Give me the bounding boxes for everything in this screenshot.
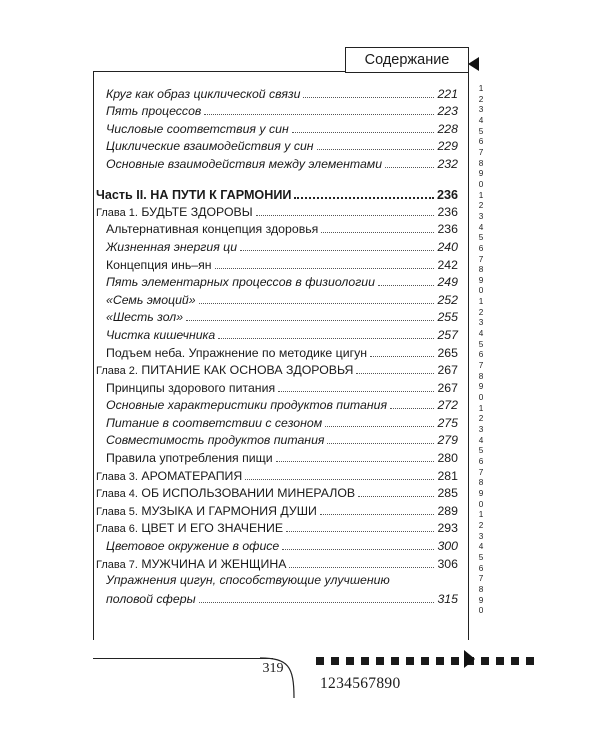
left-margin-rule <box>93 71 94 640</box>
footer-digit-strip: 1234567890 <box>320 675 401 692</box>
dot-leader <box>378 272 435 286</box>
dot-leader <box>325 413 434 427</box>
dot-leader <box>286 518 434 532</box>
toc-entry-page: 306 <box>437 557 458 571</box>
toc-entry-title-line2: половой сферы <box>106 592 196 606</box>
toc-entry <box>96 554 458 572</box>
dot-leader <box>199 589 435 603</box>
toc-entry-page: 315 <box>437 592 458 606</box>
side-digit: 1 <box>478 190 484 200</box>
toc-entry <box>106 343 458 361</box>
side-digit: 3 <box>478 318 484 328</box>
side-digit: 8 <box>478 158 484 168</box>
dot-leader <box>292 119 435 133</box>
dot-leader <box>356 360 434 374</box>
toc-entry-title: Цветовое окружение в офисе <box>106 539 280 553</box>
toc-entry-title: Часть II. НА ПУТИ К ГАРМОНИИ <box>96 188 292 202</box>
toc-entry <box>96 360 458 378</box>
side-digit: 0 <box>478 286 484 296</box>
toc-entry <box>96 518 458 536</box>
toc-entry-title: Пять элементарных процессов в физиологии <box>106 275 375 289</box>
toc-entry-title: Правила употребления пищи <box>106 451 273 465</box>
dot-leader <box>370 343 434 357</box>
toc-entry-title: Основные взаимодействия между элементами <box>106 157 383 171</box>
toc-entry-title: МУЗЫКА И ГАРМОНИЯ ДУШИ <box>141 504 317 518</box>
toc-entry <box>106 119 458 137</box>
side-digit: 8 <box>478 478 484 488</box>
toc-entry-title: Альтернативная концепция здоровья <box>106 222 319 236</box>
toc-entry-page: 232 <box>437 157 458 171</box>
chapter-label: Глава 3. <box>96 471 138 483</box>
dot-leader <box>282 536 434 550</box>
toc-entry-page: 293 <box>437 521 458 535</box>
toc-entry-title: БУДЬТЕ ЗДОРОВЫ <box>141 205 253 219</box>
toc-entry <box>96 483 458 501</box>
toc-entry-title: ЦВЕТ И ЕГО ЗНАЧЕНИЕ <box>141 521 284 535</box>
toc-entry-page: 229 <box>437 139 458 153</box>
side-digit: 2 <box>478 307 484 317</box>
toc-entry <box>96 202 458 220</box>
toc-entry-page: 242 <box>437 258 458 272</box>
side-digit: 1 <box>478 84 484 93</box>
side-digit: 7 <box>478 574 484 584</box>
toc-entry-page: 252 <box>437 293 458 307</box>
toc-entry-title: ОБ ИСПОЛЬЗОВАНИИ МИНЕРАЛОВ <box>141 486 356 500</box>
side-digit: 8 <box>478 265 484 275</box>
side-digit: 9 <box>478 382 484 392</box>
header-rule <box>93 71 345 72</box>
side-digit: 7 <box>478 147 484 157</box>
toc-entry <box>106 154 458 172</box>
toc-entry-title: Подъем неба. Упражнение по методике цигун <box>106 346 368 360</box>
chapter-label: Глава 5. <box>96 506 138 518</box>
footer-square-strip <box>316 657 534 665</box>
toc-entry-title: МУЖЧИНА И ЖЕНЩИНА <box>141 557 287 571</box>
side-digit: 2 <box>478 201 484 211</box>
right-margin-rule <box>468 64 469 640</box>
side-digit-column <box>476 84 486 617</box>
toc-entry <box>106 413 458 431</box>
dot-leader <box>204 101 434 115</box>
footer-square <box>436 657 444 665</box>
footer-square <box>421 657 429 665</box>
side-digit: 1 <box>478 510 484 520</box>
toc-entry <box>106 589 458 607</box>
toc-entry-title: Питание в соответствии с сезоном <box>106 416 323 430</box>
footer-square <box>496 657 504 665</box>
side-digit: 5 <box>478 446 484 456</box>
side-digit: 5 <box>478 233 484 243</box>
side-digit: 9 <box>478 595 484 605</box>
toc-entry-page: 223 <box>437 104 458 118</box>
toc-entry-title: Чистка кишечника <box>106 328 216 342</box>
toc-entry-title: «Семь эмоций» <box>106 293 196 307</box>
dot-leader <box>317 136 435 150</box>
toc-entry <box>106 395 458 413</box>
toc-entry-page: 285 <box>437 486 458 500</box>
chapter-label: Глава 2. <box>96 365 138 377</box>
dot-leader <box>199 290 435 304</box>
dot-leader <box>240 237 434 251</box>
footer-square <box>376 657 384 665</box>
chapter-label: Глава 1. <box>96 207 138 219</box>
toc-entry <box>106 325 458 343</box>
toc-entry <box>106 84 458 102</box>
toc-entry <box>106 290 458 308</box>
footer-square <box>346 657 354 665</box>
side-digit: 0 <box>478 499 484 509</box>
dot-leader <box>294 184 434 199</box>
side-digit: 9 <box>478 169 484 179</box>
toc-entry-title: Жизненная энергия ци <box>106 240 238 254</box>
dot-leader <box>390 395 434 409</box>
footer-square <box>451 657 459 665</box>
toc-entry <box>106 536 458 554</box>
side-digit: 2 <box>478 414 484 424</box>
toc-entry-page: 228 <box>437 122 458 136</box>
toc-entry-page: 249 <box>437 275 458 289</box>
header-triangle-icon <box>468 57 479 71</box>
side-digit: 4 <box>478 435 484 445</box>
footer-square <box>481 657 489 665</box>
side-digit: 5 <box>478 552 484 562</box>
toc-entry-page: 255 <box>437 310 458 324</box>
toc-entry <box>106 448 458 466</box>
toc-entry-page: 236 <box>436 188 458 202</box>
dot-leader <box>256 202 435 216</box>
toc-entry <box>106 136 458 154</box>
toc-entry-page: 300 <box>437 539 458 553</box>
chapter-label: Глава 7. <box>96 559 138 571</box>
footer-rule <box>93 658 273 659</box>
toc-entry-page: 257 <box>437 328 458 342</box>
toc-entry-page: 265 <box>437 346 458 360</box>
toc-entry-title-line1: Упражнения цигун, способствующие улучшению <box>106 573 390 587</box>
toc-entry-page: 281 <box>437 469 458 483</box>
side-digit: 8 <box>478 371 484 381</box>
toc-entry-title: Совместимость продуктов питания <box>106 433 325 447</box>
side-digit: 3 <box>478 531 484 541</box>
dot-leader <box>276 448 435 462</box>
toc-entry-title: Концепция инь–ян <box>106 258 212 272</box>
toc-entry-page: 275 <box>437 416 458 430</box>
toc-entry-page: 236 <box>437 222 458 236</box>
side-digit: 2 <box>478 520 484 530</box>
toc-entry <box>106 237 458 255</box>
dot-leader <box>321 219 434 233</box>
toc-entry-title: «Шесть зол» <box>106 310 184 324</box>
footer-square <box>526 657 534 665</box>
toc-entry-page: 240 <box>437 240 458 254</box>
toc-entry-title: Числовые соответствия у син <box>106 122 289 136</box>
side-digit: 4 <box>478 542 484 552</box>
side-digit: 6 <box>478 350 484 360</box>
toc-entry-title: Основные характеристики продуктов питания <box>106 398 388 412</box>
side-digit: 6 <box>478 243 484 253</box>
side-digit: 4 <box>478 329 484 339</box>
page-number: 319 <box>262 661 284 676</box>
footer-triangle-icon <box>464 650 475 668</box>
footer-square <box>406 657 414 665</box>
dot-leader <box>358 483 434 497</box>
running-header: Содержание <box>345 47 469 73</box>
toc-entry <box>96 466 458 484</box>
dot-leader <box>327 430 434 444</box>
side-digit: 9 <box>478 275 484 285</box>
toc-entry-title: Круг как образ циклической связи <box>106 87 301 101</box>
dot-leader <box>320 501 435 515</box>
dot-leader <box>385 154 434 168</box>
toc-entry <box>96 184 458 202</box>
toc-entry-title: Пять процессов <box>106 104 202 118</box>
side-digit: 8 <box>478 584 484 594</box>
toc-entry-title: АРОМАТЕРАПИЯ <box>141 469 243 483</box>
side-digit: 6 <box>478 563 484 573</box>
toc-entry-page: 279 <box>437 433 458 447</box>
dot-leader <box>278 378 434 392</box>
dot-leader <box>289 554 434 568</box>
side-digit: 2 <box>478 94 484 104</box>
footer-square <box>361 657 369 665</box>
side-digit: 7 <box>478 254 484 264</box>
side-digit: 3 <box>478 105 484 115</box>
toc-entry-title: Циклические взаимодействия у син <box>106 139 314 153</box>
toc-entry <box>106 101 458 119</box>
toc-entry-page: 267 <box>437 363 458 377</box>
footer-square <box>331 657 339 665</box>
chapter-label: Глава 4. <box>96 488 138 500</box>
toc-entry-page: 236 <box>437 205 458 219</box>
footer-square <box>391 657 399 665</box>
toc-entry <box>96 501 458 519</box>
side-digit: 7 <box>478 467 484 477</box>
side-digit: 9 <box>478 488 484 498</box>
footer-square <box>316 657 324 665</box>
toc-entry <box>106 219 458 237</box>
toc-entry <box>106 430 458 448</box>
side-digit: 0 <box>478 179 484 189</box>
side-digit: 6 <box>478 456 484 466</box>
side-digit: 6 <box>478 137 484 147</box>
side-digit: 4 <box>478 222 484 232</box>
toc-entry-title: Принципы здорового питания <box>106 381 276 395</box>
toc-entry-page: 272 <box>437 398 458 412</box>
footer-square <box>511 657 519 665</box>
side-digit: 0 <box>478 393 484 403</box>
side-digit: 0 <box>478 606 484 616</box>
toc-entry <box>106 272 458 290</box>
side-digit: 7 <box>478 361 484 371</box>
dot-leader <box>245 466 434 480</box>
toc-entry-page: 289 <box>437 504 458 518</box>
dot-leader <box>303 84 434 98</box>
side-digit: 1 <box>478 297 484 307</box>
side-digit: 4 <box>478 115 484 125</box>
side-digit: 3 <box>478 425 484 434</box>
chapter-label: Глава 6. <box>96 523 138 535</box>
dot-leader <box>218 325 434 339</box>
side-digit: 3 <box>478 211 484 221</box>
toc-entry <box>106 307 458 325</box>
toc-entry-page: 221 <box>437 87 458 101</box>
side-digit: 5 <box>478 126 484 136</box>
dot-leader <box>186 307 434 321</box>
side-digit: 1 <box>478 403 484 413</box>
toc-entry <box>106 378 458 396</box>
toc-entry-title: ПИТАНИЕ КАК ОСНОВА ЗДОРОВЬЯ <box>141 363 354 377</box>
toc-entry-page: 280 <box>437 451 458 465</box>
side-digit: 5 <box>478 339 484 349</box>
toc-entry <box>106 255 458 273</box>
toc-entry-page: 267 <box>437 381 458 395</box>
dot-leader <box>215 255 435 269</box>
